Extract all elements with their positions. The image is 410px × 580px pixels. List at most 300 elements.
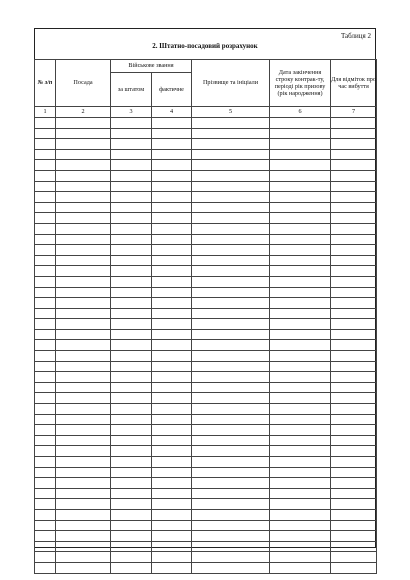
table-row xyxy=(35,181,377,192)
table-cell xyxy=(270,192,331,203)
table-label: Таблиця 2 xyxy=(340,32,371,40)
table-cell xyxy=(56,478,111,489)
table-cell xyxy=(111,541,152,552)
table-cell xyxy=(35,202,56,213)
table-cell xyxy=(56,552,111,563)
table-cell xyxy=(56,149,111,160)
table-cell xyxy=(152,351,192,362)
table-cell xyxy=(56,266,111,277)
table-cell xyxy=(331,372,377,383)
table-row xyxy=(35,276,377,287)
table-cell xyxy=(152,393,192,404)
table-cell xyxy=(270,372,331,383)
table-cell xyxy=(111,319,152,330)
table-cell xyxy=(56,287,111,298)
table-cell xyxy=(35,541,56,552)
table-row xyxy=(35,393,377,404)
table-cell xyxy=(331,361,377,372)
table-cell xyxy=(192,340,270,351)
table-cell xyxy=(56,139,111,150)
table-cell xyxy=(192,223,270,234)
table-cell xyxy=(192,245,270,256)
table-row xyxy=(35,509,377,520)
table-row xyxy=(35,255,377,266)
table-cell xyxy=(331,298,377,309)
table-row xyxy=(35,118,377,129)
table-cell xyxy=(192,393,270,404)
table-cell xyxy=(111,298,152,309)
table-cell xyxy=(270,425,331,436)
table-cell xyxy=(35,488,56,499)
table-cell xyxy=(152,488,192,499)
table-cell xyxy=(270,552,331,563)
table-cell xyxy=(192,361,270,372)
table-cell xyxy=(152,118,192,129)
table-row xyxy=(35,170,377,181)
header-rank-by-staff: за штатом xyxy=(111,73,152,107)
table-cell xyxy=(192,181,270,192)
table-cell xyxy=(56,192,111,203)
table-cell xyxy=(270,562,331,573)
table-cell xyxy=(35,213,56,224)
table-cell xyxy=(331,467,377,478)
table-cell xyxy=(270,118,331,129)
table-cell xyxy=(331,170,377,181)
table-cell xyxy=(111,404,152,415)
table-row xyxy=(35,128,377,139)
table-cell xyxy=(35,393,56,404)
table-cell xyxy=(152,562,192,573)
table-cell xyxy=(152,308,192,319)
table-row xyxy=(35,287,377,298)
table-cell xyxy=(111,118,152,129)
table-cell xyxy=(192,425,270,436)
table-cell xyxy=(331,139,377,150)
table-row xyxy=(35,319,377,330)
table-cell xyxy=(111,393,152,404)
table-cell xyxy=(270,329,331,340)
table-cell xyxy=(192,467,270,478)
table-cell xyxy=(270,404,331,415)
table-cell xyxy=(56,541,111,552)
table-row xyxy=(35,520,377,531)
table-cell xyxy=(152,457,192,468)
table-cell xyxy=(111,372,152,383)
table-cell xyxy=(56,414,111,425)
table-cell xyxy=(35,223,56,234)
table-cell xyxy=(270,351,331,362)
table-cell xyxy=(270,128,331,139)
table-cell xyxy=(111,223,152,234)
table-cell xyxy=(152,414,192,425)
table-cell xyxy=(56,160,111,171)
table-row xyxy=(35,202,377,213)
table-row xyxy=(35,308,377,319)
table-cell xyxy=(270,287,331,298)
table-cell xyxy=(35,499,56,510)
table-cell xyxy=(192,382,270,393)
table-cell xyxy=(331,181,377,192)
table-cell xyxy=(56,467,111,478)
table-cell xyxy=(56,255,111,266)
table-cell xyxy=(35,435,56,446)
table-cell xyxy=(152,287,192,298)
table-cell xyxy=(35,139,56,150)
table-cell xyxy=(56,425,111,436)
table-cell xyxy=(192,541,270,552)
table-cell xyxy=(152,372,192,383)
table-cell xyxy=(270,531,331,542)
table-cell xyxy=(35,562,56,573)
table-cell xyxy=(111,531,152,542)
table-cell xyxy=(56,372,111,383)
table-cell xyxy=(111,308,152,319)
table-cell xyxy=(35,149,56,160)
table-cell xyxy=(331,266,377,277)
table-cell xyxy=(152,319,192,330)
table-cell xyxy=(192,170,270,181)
table-cell xyxy=(111,329,152,340)
table-cell xyxy=(152,266,192,277)
table-cell xyxy=(111,160,152,171)
staffing-table xyxy=(34,59,377,574)
table-cell xyxy=(56,118,111,129)
table-cell xyxy=(35,308,56,319)
table-cell xyxy=(56,276,111,287)
table-row xyxy=(35,562,377,573)
table-cell xyxy=(192,457,270,468)
table-cell xyxy=(270,541,331,552)
table-cell xyxy=(152,541,192,552)
table-cell xyxy=(35,509,56,520)
table-cell xyxy=(111,382,152,393)
table-cell xyxy=(192,562,270,573)
table-cell xyxy=(331,234,377,245)
table-cell xyxy=(35,478,56,489)
table-cell xyxy=(192,478,270,489)
table-cell xyxy=(270,435,331,446)
table-cell xyxy=(56,340,111,351)
table-cell xyxy=(56,234,111,245)
table-row xyxy=(35,499,377,510)
form-frame xyxy=(34,28,376,548)
table-cell xyxy=(270,509,331,520)
table-cell xyxy=(152,139,192,150)
table-cell xyxy=(192,499,270,510)
table-cell xyxy=(152,361,192,372)
table-cell xyxy=(111,361,152,372)
table-cell xyxy=(111,276,152,287)
table-cell xyxy=(152,149,192,160)
table-cell xyxy=(192,520,270,531)
table-row xyxy=(35,467,377,478)
table-cell xyxy=(56,202,111,213)
header-name: Прізвище та ініціали xyxy=(192,60,270,107)
table-cell xyxy=(192,404,270,415)
table-cell xyxy=(56,393,111,404)
table-cell xyxy=(192,351,270,362)
header-rank-actual: фактичне xyxy=(152,73,192,107)
table-cell xyxy=(111,520,152,531)
table-cell xyxy=(56,404,111,415)
table-cell xyxy=(331,541,377,552)
table-cell xyxy=(331,223,377,234)
table-cell xyxy=(111,351,152,362)
table-cell xyxy=(111,562,152,573)
table-cell xyxy=(152,425,192,436)
table-cell xyxy=(331,202,377,213)
table-cell xyxy=(192,255,270,266)
table-cell xyxy=(56,446,111,457)
table-cell xyxy=(152,340,192,351)
table-cell xyxy=(192,276,270,287)
table-row xyxy=(35,446,377,457)
table-row xyxy=(35,531,377,542)
table-cell xyxy=(270,223,331,234)
table-cell xyxy=(56,499,111,510)
table-cell xyxy=(152,223,192,234)
table-cell xyxy=(56,531,111,542)
table-cell xyxy=(152,382,192,393)
table-row xyxy=(35,488,377,499)
table-cell xyxy=(111,414,152,425)
table-cell xyxy=(56,457,111,468)
column-number: 2 xyxy=(56,107,111,118)
table-row xyxy=(35,149,377,160)
table-cell xyxy=(192,298,270,309)
table-cell xyxy=(35,128,56,139)
table-cell xyxy=(35,446,56,457)
table-cell xyxy=(111,457,152,468)
table-cell xyxy=(111,552,152,563)
table-cell xyxy=(56,488,111,499)
table-cell xyxy=(35,170,56,181)
table-cell xyxy=(56,435,111,446)
table-cell xyxy=(152,255,192,266)
table-cell xyxy=(270,361,331,372)
table-cell xyxy=(152,552,192,563)
table-cell xyxy=(152,478,192,489)
table-cell xyxy=(56,562,111,573)
table-cell xyxy=(111,488,152,499)
table-cell xyxy=(35,531,56,542)
table-row xyxy=(35,192,377,203)
table-cell xyxy=(331,562,377,573)
table-cell xyxy=(192,139,270,150)
table-cell xyxy=(331,382,377,393)
table-cell xyxy=(331,509,377,520)
table-row xyxy=(35,245,377,256)
table-cell xyxy=(331,128,377,139)
table-cell xyxy=(111,234,152,245)
table-row xyxy=(35,329,377,340)
table-cell xyxy=(331,478,377,489)
table-row xyxy=(35,541,377,552)
column-number: 1 xyxy=(35,107,56,118)
table-cell xyxy=(35,372,56,383)
table-cell xyxy=(270,340,331,351)
table-cell xyxy=(192,149,270,160)
table-row xyxy=(35,340,377,351)
table-cell xyxy=(331,531,377,542)
table-cell xyxy=(331,192,377,203)
table-cell xyxy=(152,298,192,309)
table-cell xyxy=(270,160,331,171)
table-cell xyxy=(192,287,270,298)
table-cell xyxy=(35,404,56,415)
table-cell xyxy=(152,499,192,510)
table-cell xyxy=(270,478,331,489)
table-row xyxy=(35,361,377,372)
table-cell xyxy=(192,372,270,383)
table-cell xyxy=(270,499,331,510)
table-cell xyxy=(35,255,56,266)
table-cell xyxy=(35,181,56,192)
table-cell xyxy=(270,276,331,287)
column-number: 7 xyxy=(331,107,377,118)
table-cell xyxy=(270,202,331,213)
table-cell xyxy=(270,181,331,192)
table-cell xyxy=(192,234,270,245)
table-cell xyxy=(35,361,56,372)
table-cell xyxy=(192,192,270,203)
table-cell xyxy=(56,128,111,139)
table-cell xyxy=(270,488,331,499)
table-row xyxy=(35,372,377,383)
table-cell xyxy=(331,255,377,266)
table-cell xyxy=(111,255,152,266)
table-row xyxy=(35,435,377,446)
table-cell xyxy=(111,509,152,520)
table-cell xyxy=(331,425,377,436)
table-row xyxy=(35,139,377,150)
table-cell xyxy=(331,118,377,129)
table-cell xyxy=(35,414,56,425)
header-no: № з/п xyxy=(35,60,56,107)
table-cell xyxy=(270,308,331,319)
table-cell xyxy=(331,446,377,457)
table-cell xyxy=(331,245,377,256)
table-cell xyxy=(152,160,192,171)
table-row xyxy=(35,414,377,425)
table-cell xyxy=(56,319,111,330)
table-cell xyxy=(56,181,111,192)
table-cell xyxy=(192,202,270,213)
table-cell xyxy=(192,414,270,425)
table-cell xyxy=(192,552,270,563)
table-cell xyxy=(111,128,152,139)
table-cell xyxy=(270,298,331,309)
table-cell xyxy=(35,340,56,351)
table-cell xyxy=(192,128,270,139)
table-row xyxy=(35,404,377,415)
table-cell xyxy=(111,425,152,436)
table-row xyxy=(35,382,377,393)
table-cell xyxy=(192,446,270,457)
table-cell xyxy=(331,319,377,330)
table-cell xyxy=(270,139,331,150)
table-cell xyxy=(35,287,56,298)
table-cell xyxy=(270,149,331,160)
table-row xyxy=(35,298,377,309)
table-cell xyxy=(111,266,152,277)
table-cell xyxy=(270,467,331,478)
table-cell xyxy=(35,245,56,256)
table-cell xyxy=(152,202,192,213)
table-cell xyxy=(56,245,111,256)
table-cell xyxy=(35,160,56,171)
column-number-row xyxy=(35,107,377,118)
form-title: 2. Штатно-посадовий розрахунок xyxy=(152,42,258,50)
table-cell xyxy=(331,520,377,531)
table-cell xyxy=(56,308,111,319)
table-cell xyxy=(35,298,56,309)
table-cell xyxy=(35,266,56,277)
table-cell xyxy=(331,435,377,446)
table-cell xyxy=(111,340,152,351)
table-cell xyxy=(270,457,331,468)
table-cell xyxy=(35,382,56,393)
table-cell xyxy=(331,351,377,362)
table-cell xyxy=(35,351,56,362)
table-row xyxy=(35,552,377,563)
table-cell xyxy=(111,181,152,192)
table-cell xyxy=(111,139,152,150)
table-cell xyxy=(152,276,192,287)
table-cell xyxy=(152,467,192,478)
table-cell xyxy=(111,499,152,510)
table-cell xyxy=(35,457,56,468)
table-cell xyxy=(111,149,152,160)
table-cell xyxy=(56,329,111,340)
table-cell xyxy=(192,531,270,542)
header-rank-group: Військове звання xyxy=(111,60,192,73)
table-cell xyxy=(111,202,152,213)
table-cell xyxy=(35,425,56,436)
table-cell xyxy=(331,213,377,224)
table-cell xyxy=(152,128,192,139)
table-cell xyxy=(270,319,331,330)
table-cell xyxy=(331,393,377,404)
table-cell xyxy=(270,213,331,224)
table-cell xyxy=(192,488,270,499)
table-row xyxy=(35,234,377,245)
table-cell xyxy=(270,382,331,393)
table-row xyxy=(35,457,377,468)
table-cell xyxy=(192,213,270,224)
table-cell xyxy=(152,234,192,245)
table-cell xyxy=(152,213,192,224)
table-cell xyxy=(35,520,56,531)
table-cell xyxy=(56,361,111,372)
table-cell xyxy=(192,329,270,340)
table-cell xyxy=(152,181,192,192)
table-cell xyxy=(111,467,152,478)
table-row xyxy=(35,213,377,224)
table-cell xyxy=(35,467,56,478)
table-row xyxy=(35,223,377,234)
table-cell xyxy=(331,488,377,499)
table-cell xyxy=(35,234,56,245)
table-cell xyxy=(331,457,377,468)
table-row xyxy=(35,266,377,277)
table-cell xyxy=(331,276,377,287)
column-number: 4 xyxy=(152,107,192,118)
table-cell xyxy=(152,170,192,181)
table-cell xyxy=(152,435,192,446)
table-cell xyxy=(35,319,56,330)
table-cell xyxy=(152,329,192,340)
